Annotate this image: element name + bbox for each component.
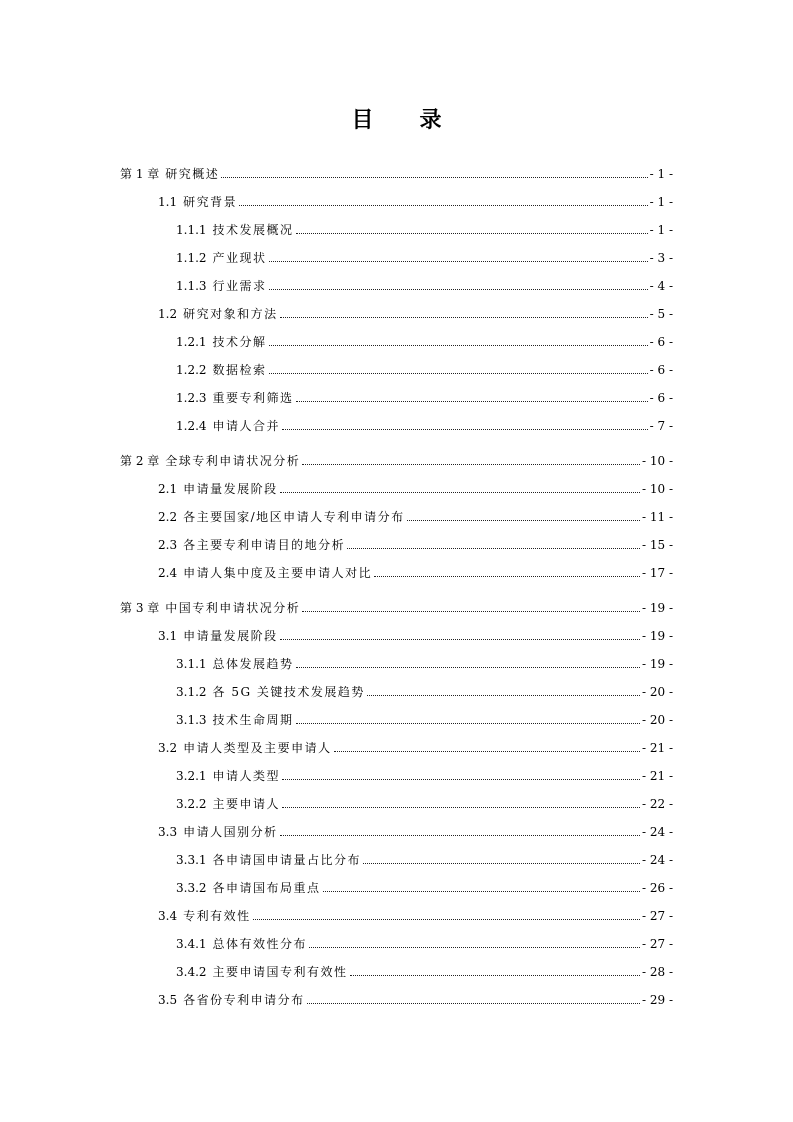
dot-leader — [367, 695, 640, 696]
toc-entry-number: 第 1 章 — [120, 167, 160, 181]
toc-entry-number: 2.4 — [158, 566, 178, 580]
toc-entry-label — [176, 769, 280, 783]
toc-entry-page: - 21 - — [641, 741, 673, 755]
toc-entry-page: - 21 - — [641, 769, 673, 783]
toc-entry-title: 各省份专利申请分布 — [183, 993, 305, 1007]
toc-entry-number: 3.2.1 — [176, 769, 207, 783]
toc-entry-title: 各主要国家/地区申请人专利申请分布 — [183, 510, 405, 524]
toc-entry-number: 1.1.2 — [176, 251, 207, 265]
dot-leader — [269, 373, 648, 374]
toc-entry-label — [176, 881, 321, 895]
toc-entry-title: 主要申请人 — [212, 797, 281, 811]
toc-entry-number: 3.3 — [158, 825, 178, 839]
toc-entry[interactable] — [176, 247, 673, 265]
toc-entry-label — [158, 629, 278, 643]
toc-entry-label — [176, 797, 280, 811]
dot-leader — [282, 807, 640, 808]
dot-leader — [280, 835, 640, 836]
toc-entry[interactable] — [176, 331, 673, 349]
toc-entry[interactable] — [176, 765, 673, 783]
toc-entry-number: 3.1 — [158, 629, 178, 643]
toc-entry-title: 各 5G 关键技术发展趋势 — [212, 685, 365, 699]
title-char-1: 目 — [351, 107, 374, 133]
toc-entry-number: 1.2.2 — [176, 363, 207, 377]
toc-entry-page: - 1 - — [649, 195, 673, 209]
toc-entry[interactable] — [176, 709, 673, 727]
toc-entry-label — [158, 741, 332, 755]
toc-entry-title: 产业现状 — [212, 251, 267, 265]
dot-leader — [296, 723, 640, 724]
toc-entry-number: 3.1.3 — [176, 713, 207, 727]
dot-leader — [302, 611, 640, 612]
toc-entry-page: - 29 - — [641, 993, 673, 1007]
toc-entry-page: - 19 - — [641, 657, 673, 671]
toc-entry-title: 各申请国布局重点 — [212, 881, 321, 895]
toc-entry[interactable] — [158, 303, 673, 321]
dot-leader — [239, 205, 648, 206]
toc-entry[interactable] — [158, 821, 673, 839]
toc-entry[interactable] — [158, 625, 673, 643]
toc-entry-title: 全球专利申请状况分析 — [165, 454, 301, 468]
toc-entry-number: 3.4.1 — [176, 937, 207, 951]
toc-entry-number: 第 3 章 — [120, 601, 160, 615]
dot-leader — [221, 177, 647, 178]
dot-leader — [296, 401, 648, 402]
dot-leader — [282, 779, 640, 780]
toc-entry[interactable] — [176, 359, 673, 377]
toc-entry[interactable] — [176, 275, 673, 293]
toc-entry-page: - 6 - — [649, 391, 673, 405]
dot-leader — [334, 751, 640, 752]
toc-entry-page: - 20 - — [641, 685, 673, 699]
toc-entry-title: 行业需求 — [212, 279, 267, 293]
toc-entry[interactable] — [176, 681, 673, 699]
dot-leader — [307, 1003, 640, 1004]
toc-entry-page: - 22 - — [641, 797, 673, 811]
toc-entry-label — [176, 223, 294, 237]
toc-entry-title: 总体有效性分布 — [212, 937, 308, 951]
toc-entry-page: - 1 - — [649, 223, 673, 237]
toc-entry-title: 申请人类型 — [212, 769, 281, 783]
toc-entry-number: 3.4 — [158, 909, 178, 923]
toc-entry-label — [158, 307, 278, 321]
toc-entry-number: 1.1.1 — [176, 223, 207, 237]
toc-entry[interactable] — [176, 793, 673, 811]
toc-entry-label — [176, 965, 348, 979]
dot-leader — [269, 289, 648, 290]
toc-entry-number: 3.4.2 — [176, 965, 207, 979]
toc-entry-title: 总体发展趋势 — [212, 657, 294, 671]
dot-leader — [296, 233, 648, 234]
toc-entry-label — [176, 657, 294, 671]
toc-entry-number: 1.2.3 — [176, 391, 207, 405]
toc-entry[interactable] — [176, 849, 673, 867]
toc-entry-label — [176, 853, 361, 867]
toc-entry-label — [176, 685, 365, 699]
toc-entry-title: 主要申请国专利有效性 — [212, 965, 348, 979]
toc-entry-page: - 24 - — [641, 825, 673, 839]
toc-entry[interactable] — [176, 415, 673, 433]
toc-entry[interactable] — [158, 191, 673, 209]
toc-entry[interactable] — [176, 653, 673, 671]
toc-entry-title: 申请人合并 — [212, 419, 281, 433]
toc-entry-title: 申请人类型及主要申请人 — [183, 741, 332, 755]
toc-entry-number: 3.3.2 — [176, 881, 207, 895]
toc-entry[interactable] — [158, 478, 673, 496]
toc-entry-title: 申请量发展阶段 — [183, 629, 278, 643]
toc-entry-page: - 3 - — [649, 251, 673, 265]
toc-entry-number: 2.3 — [158, 538, 178, 552]
dot-leader — [269, 345, 648, 346]
toc-entry-page: - 1 - — [649, 167, 673, 181]
toc-entry-title: 重要专利筛选 — [212, 391, 294, 405]
toc-entry-number: 3.2 — [158, 741, 178, 755]
toc-entry-title: 技术发展概况 — [212, 223, 294, 237]
toc-entry-label — [158, 482, 278, 496]
dot-leader — [302, 464, 640, 465]
toc-entry-page: - 19 - — [641, 629, 673, 643]
toc-entry-page: - 28 - — [641, 965, 673, 979]
toc-entry[interactable] — [176, 387, 673, 405]
toc-entry-number: 3.1.1 — [176, 657, 207, 671]
toc-entry-label — [158, 825, 278, 839]
dot-leader — [374, 576, 640, 577]
toc-entry-label — [158, 538, 345, 552]
toc-entry-page: - 17 - — [641, 566, 673, 580]
toc-entry-label — [158, 195, 237, 209]
toc-entry[interactable] — [120, 163, 673, 181]
toc-entry-label — [120, 601, 300, 615]
toc-entry-page: - 6 - — [649, 363, 673, 377]
toc-entry-page: - 11 - — [641, 510, 673, 524]
toc-entry-label — [176, 391, 294, 405]
dot-leader — [296, 667, 640, 668]
toc-entry-label — [176, 363, 267, 377]
toc-entry[interactable] — [158, 562, 673, 580]
toc-entry-page: - 27 - — [641, 937, 673, 951]
dot-leader — [363, 863, 640, 864]
toc-entry-title: 研究对象和方法 — [183, 307, 278, 321]
toc-entry-label — [158, 993, 305, 1007]
toc-entry-label — [158, 909, 251, 923]
toc-entry-title: 各申请国申请量占比分布 — [212, 853, 362, 867]
toc-entry[interactable] — [158, 989, 673, 1007]
toc-entry[interactable] — [158, 905, 673, 923]
toc-entry-number: 1.1.3 — [176, 279, 207, 293]
toc-entry-page: - 10 - — [641, 482, 673, 496]
toc-entry-number: 1.2.1 — [176, 335, 207, 349]
toc-entry-number: 3.2.2 — [176, 797, 207, 811]
toc-entry-label — [158, 510, 405, 524]
toc-entry-label — [158, 566, 372, 580]
toc-entry[interactable] — [176, 933, 673, 951]
toc-entry-label — [176, 279, 267, 293]
toc-entry-number: 3.1.2 — [176, 685, 207, 699]
toc-entry-label — [176, 713, 294, 727]
toc-entry-number: 2.1 — [158, 482, 178, 496]
toc-entry[interactable] — [120, 597, 673, 615]
dot-leader — [280, 639, 640, 640]
toc-entry-page: - 7 - — [649, 419, 673, 433]
toc-entry-title: 申请人集中度及主要申请人对比 — [183, 566, 373, 580]
toc-entry-title: 技术分解 — [212, 335, 267, 349]
dot-leader — [269, 261, 648, 262]
toc-entry-number: 2.2 — [158, 510, 178, 524]
toc-entry-label — [120, 167, 219, 181]
toc-entry[interactable] — [158, 737, 673, 755]
toc-entry-title: 专利有效性 — [183, 909, 251, 923]
toc-entry-page: - 19 - — [641, 601, 673, 615]
dot-leader — [280, 317, 648, 318]
toc-entry-label — [176, 937, 307, 951]
toc-entry-page: - 15 - — [641, 538, 673, 552]
toc-entry[interactable] — [176, 219, 673, 237]
toc-entry-title: 数据检索 — [212, 363, 267, 377]
page-title — [0, 103, 793, 134]
toc-entry[interactable] — [120, 450, 673, 468]
dot-leader — [350, 975, 640, 976]
dot-leader — [407, 520, 640, 521]
toc-entry-number: 3.3.1 — [176, 853, 207, 867]
toc-entry-page: - 5 - — [649, 307, 673, 321]
dot-leader — [309, 947, 640, 948]
toc-entry-title: 中国专利申请状况分析 — [165, 601, 301, 615]
toc-entry[interactable] — [176, 877, 673, 895]
toc-entry-title: 申请人国别分析 — [183, 825, 278, 839]
toc-entry-title: 研究概述 — [165, 167, 220, 181]
dot-leader — [282, 429, 648, 430]
toc-entry[interactable] — [176, 961, 673, 979]
toc-entry-title: 技术生命周期 — [212, 713, 294, 727]
toc-entry[interactable] — [158, 534, 673, 552]
toc-entry-page: - 20 - — [641, 713, 673, 727]
toc-entry-number: 1.2 — [158, 307, 178, 321]
toc-entry-label — [176, 335, 267, 349]
toc-entry-page: - 10 - — [641, 454, 673, 468]
dot-leader — [347, 548, 640, 549]
toc-entry-number: 1.2.4 — [176, 419, 207, 433]
toc-entry-page: - 26 - — [641, 881, 673, 895]
toc-entry-page: - 24 - — [641, 853, 673, 867]
toc-entry-number: 3.5 — [158, 993, 178, 1007]
toc-entry-label — [120, 454, 300, 468]
toc-entry[interactable] — [158, 506, 673, 524]
dot-leader — [323, 891, 640, 892]
toc-entry-title: 研究背景 — [183, 195, 238, 209]
toc-entry-number: 1.1 — [158, 195, 178, 209]
toc-entry-title: 申请量发展阶段 — [183, 482, 278, 496]
toc-entry-label — [176, 251, 267, 265]
title-char-2: 录 — [419, 107, 442, 133]
toc-entry-page: - 27 - — [641, 909, 673, 923]
toc-entry-page: - 4 - — [649, 279, 673, 293]
toc-entry-page: - 6 - — [649, 335, 673, 349]
toc-entry-number: 第 2 章 — [120, 454, 160, 468]
toc-entry-title: 各主要专利申请目的地分析 — [183, 538, 346, 552]
dot-leader — [280, 492, 640, 493]
dot-leader — [253, 919, 640, 920]
toc-entry-label — [176, 419, 280, 433]
